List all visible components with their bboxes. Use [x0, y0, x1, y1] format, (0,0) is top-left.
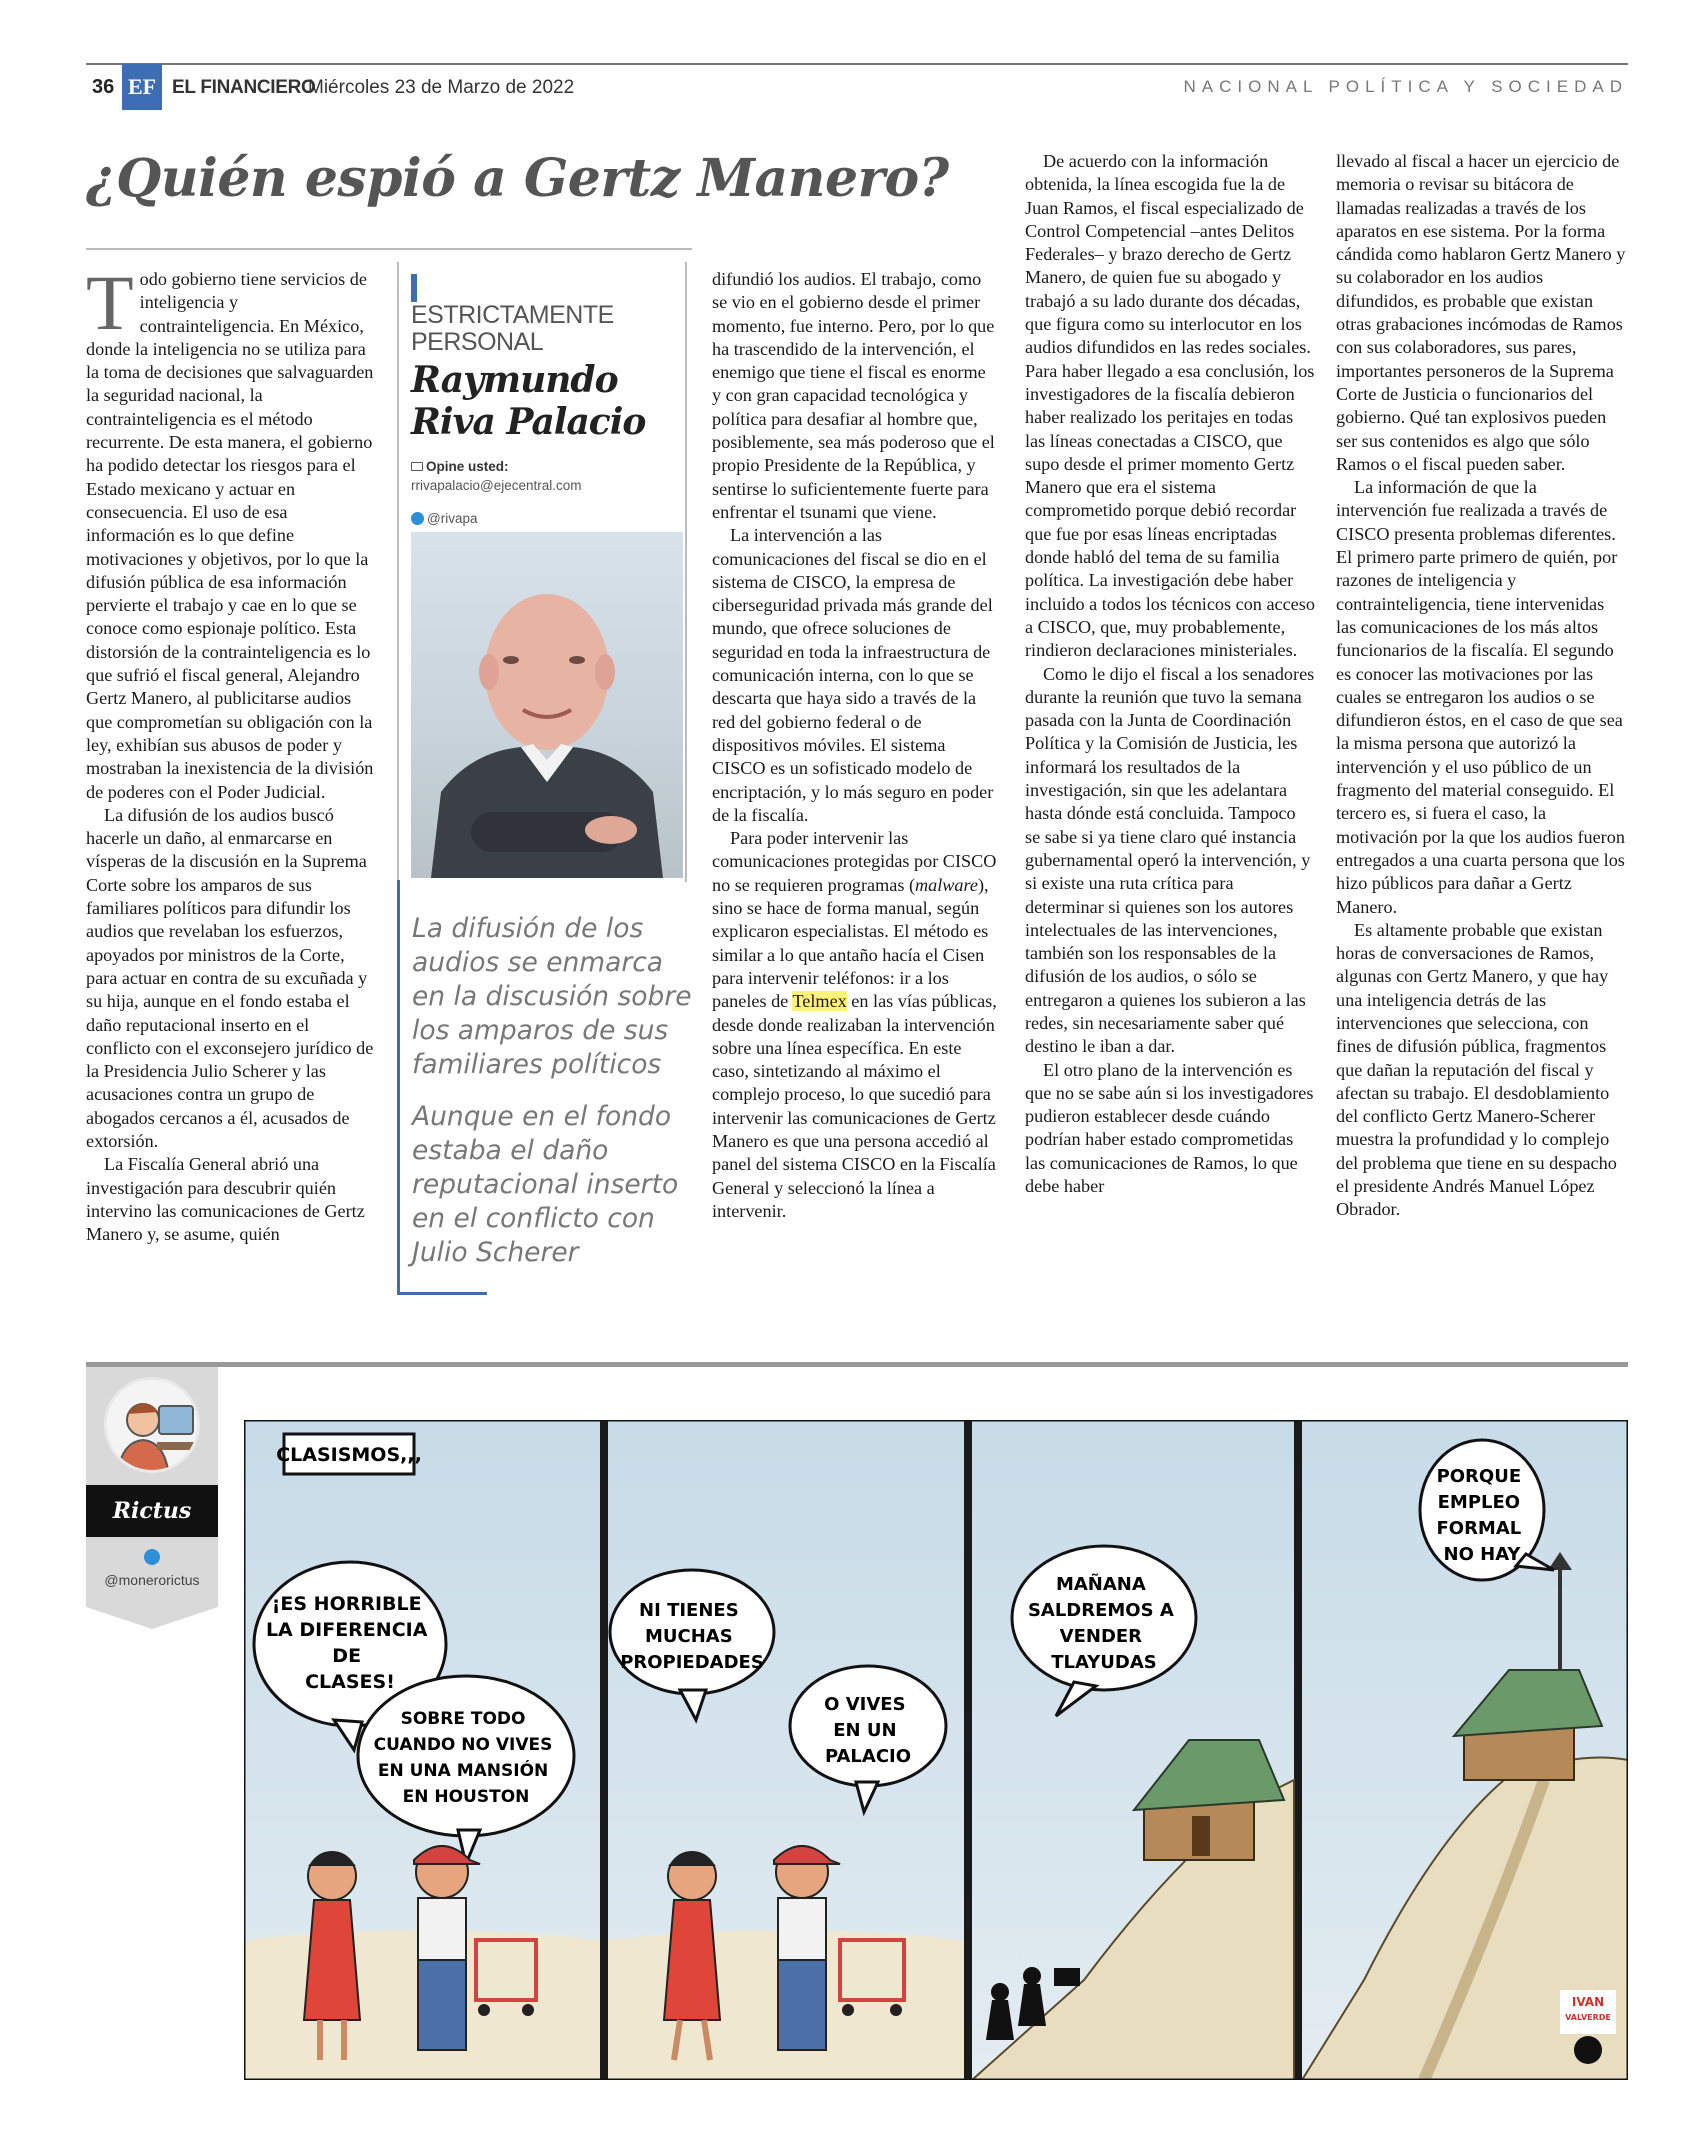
paragraph: Es altamente probable que existan horas de conversaciones de Ramos, algunas con Gertz Manero, y que hay una inteligencia detrás de las intervenciones que selecciona, con fines de difusión pública, fragmentos que dañan la reputación del fiscal y afectan su trabajo. El desdoblamiento del conflicto Gertz Manero-Scherer muestra la profundidad y lo complejo del problema que tiene en su despacho el presidente Andrés Manuel López Obrador.	[1336, 919, 1617, 1220]
issue-date: Miércoles 23 de Marzo de 2022	[308, 77, 575, 98]
cartoon-illustration	[244, 1420, 1628, 2080]
cartoonist-avatar	[104, 1377, 200, 1473]
pullquote-1: La difusión de los audios se enmarca en la discusión sobre los amparos de sus familiares políticos	[412, 913, 692, 1080]
svg-text:IVAN: IVAN	[1571, 1995, 1605, 2009]
author-twitter[interactable]: @rivapa	[427, 511, 478, 526]
speech-bubble-2	[358, 1676, 574, 1836]
author-contact: Opine usted: rrivapalacio@ejecentral.com @rivapa	[411, 459, 582, 526]
twitter-icon	[144, 1549, 163, 1568]
article-headline: ¿Quién espió a Gertz Manero?	[86, 148, 949, 209]
paragraph: Para poder intervenir las comunicaciones protegidas por CISCO no se requieren programas (malware), sino se hace de forma manual, según explicaron especialistas. El método es similar a lo que antaño hacía el Cisen para intervenir teléfonos: ir a los paneles de Telmex en las vías públicas, desde donde realizaban la intervención sobre una línea específica. En este caso, sintetizando al máximo el complejo proceso, lo que sucedió para intervenir las comunicaciones de Gertz Manero es que una persona accedió al panel del sistema CISCO en la Fiscalía General y seleccionó la línea a intervenir.	[712, 828, 997, 1221]
paragraph: Como le dijo el fiscal a los senadores durante la reunión que tuvo la semana pasada con la Junta de Coordinación Política y la Comisión de Justicia, les informará los resultados de la investigación, sin que les adelantara hasta dónde está concluida. Tampoco se sabe si ya tiene claro qué instancia gubernamental operó la intervención, y si existe una ruta crítica para determinar si quienes son los autores intelectuales de las intervenciones, también son los responsables de la difusión de los audios, o sólo se entregaron a quienes los subieron a las redes, sin necesariamente saber qué destino le iban a dar.	[1025, 663, 1315, 1057]
ef-logo: EF	[122, 64, 162, 110]
author-accent-bar	[411, 274, 417, 302]
cartoonist-name: Rictus	[86, 1485, 218, 1537]
paragraph: De acuerdo con la información obtenida, la línea escogida fue la de Juan Ramos, el fiscal especializado de Control Competencial –antes Delitos Federales– y brazo derecho de Gertz Manero, de quien fue su abogado y trabajó a su lado durante dos décadas, que figura como su interlocutor en los audios difundidos en las redes sociales. Para haber llegado a esa conclusión, los investigadores de la fiscalía debieron haber realizado los peritajes en todas las líneas conectadas a CISCO, que supo desde el primer momento Gertz Manero que era el sistema comprometido porque debió recordar que fue por esas líneas encriptadas donde habló del tema de su familia política. La investigación debe haber incluido a todos los técnicos con acceso a CISCO, que, muy probablemente, rindieron declaraciones ministeriales.	[1025, 151, 1315, 661]
paragraph: La información de que la intervención fue realizada a través de CISCO presenta problemas diferentes. El primero parte primero de quién, por razones de inteligencia y contrainteligencia, tiene intervenidas las comunicaciones de los más altos funcionarios de la fiscalía. El segundo es conocer las motivaciones por las cuales se entregaron los audios o se difundieron éstos, en el caso de que sea la misma persona que autorizó la intervención y el uso público de un fragmento del material conseguido. El tercero es, si fuera el caso, la motivación por la que los audios fueron entregados a una cuarta persona que los hizo públicos para dañar a Gertz Manero.	[1336, 477, 1625, 917]
comment-icon	[411, 462, 423, 471]
svg-text:SOBRE TODO CUANDO NO VIV: SOBRE TODO CUANDO NO VIVES EN UNA MANSIÓN EN HOUSTON	[373, 1709, 553, 1807]
section-name: NACIONAL POLÍTICA Y SOCIEDAD	[1183, 77, 1628, 96]
article-column-1	[86, 259, 376, 1246]
cartoonist-handle[interactable]: @monerorictus	[104, 1572, 200, 1588]
author-name: Raymundo Riva Palacio	[411, 359, 646, 443]
pullquote-2: Aunque en el fondo estaba el daño reputacional inserto en el conflicto con Julio Scherer	[412, 1101, 679, 1268]
newspaper-brand: EL FINANCIERO	[172, 77, 316, 98]
cartoon-title: CLASISMOS,,,	[276, 1444, 422, 1466]
highlighted-word: Telmex	[792, 991, 847, 1012]
page-header	[86, 71, 1628, 107]
paragraph: llevado al fiscal a hacer un ejercicio de memoria o revisar su bitácora de llamadas realizadas a través de los aparatos en ese sistema. Por la forma cándida como hablaron Gertz Manero y su colaborador en los audios difundidos, es probable que existan otras grabaciones incómodas de Ramos con sus colaboradores, sus pares, importantes personeros de la Suprema Corte de Justicia o funcionarios del gobierno. Qué tan explosivos pueden ser sus contenidos es algo que sólo Ramos o el fiscal pueden saber.	[1336, 151, 1626, 474]
svg-text:NI TIENES MUCHAS P: NI TIENES MUCHAS PROPIEDADES	[620, 1600, 764, 1673]
author-photo	[411, 532, 683, 878]
svg-text:VALVERDE: VALVERDE	[1565, 2013, 1611, 2022]
paragraph: Todo gobierno tiene servicios de inteligencia y contrainteligencia. En México, donde la inteligencia no se utiliza para la toma de decisiones que salvaguarden la seguridad nacional, la contrainteligencia es el método recurrente. De esta manera, el gobierno ha podido detectar los riesgos para el Estado mexicano y actuar en consecuencia. El uso de esa información es lo que define motivaciones y objetivos, por lo que la difusión pública de esa información pervierte el trabajo y cae en lo que se conoce como espionaje político. Esta distorsión de la contrainteligencia es lo que sufrió el fiscal general, Alejandro Gertz Manero, al publicitarse audios que comprometían su obligación con la ley, exhibían sus abusos de poder y mostraban la inexistencia de la división de poderes con el Poder Judicial.	[86, 259, 374, 802]
paragraph: La intervención a las comunicaciones del fiscal se dio en el sistema de CISCO, la empresa de ciberseguridad privada más grande del mundo, que ofrece soluciones de seguridad en toda la infraestructura de comunicación interna, con lo que se descarta que haya sido a través de la red del gobierno federal o de dispositivos móviles. El sistema CISCO es un sofisticado modelo de encriptación, y lo más seguro en poder de la fiscalía.	[712, 525, 994, 825]
author-box	[397, 262, 687, 882]
paragraph: La Fiscalía General abrió una investigación para descubrir quién intervino las comunicaciones de Gertz Manero y, se asume, quién	[86, 1154, 365, 1245]
paragraph: La difusión de los audios buscó hacerle un daño, al enmarcarse en vísperas de la discusión en la Suprema Corte sobre los amparos de sus familiares políticos para difundir los audios que revelaban los esfuerzos, apoyados por ministros de la Corte, para actuar en contra de su excuñada y su hija, aunque en el fondo estaba el daño reputacional inserto en el conflicto con el exconsejero jurídico de la Presidencia Julio Scherer y las acusaciones contra un grupo de abogados cercanos a él, acusados de extorsión.	[86, 804, 374, 1151]
svg-text:PORQUE EMPLEO FORM: PORQUE EMPLEO FORMAL NO HAY	[1436, 1466, 1522, 1565]
svg-text:MAÑANA SALDREMOS A: MAÑANA SALDREMOS A VENDER TLAYUDAS	[1027, 1574, 1174, 1673]
article-column-5	[1336, 150, 1628, 1222]
page-number: 36	[92, 76, 115, 98]
dropcap: T	[86, 259, 134, 346]
article-column-4	[1025, 150, 1315, 1198]
paragraph: difundió los audios. El trabajo, como se vio en el gobierno desde el primer momento, fue interno. Pero, por lo que ha trascendido de la intervención, el enemigo que tiene el fiscal es enorme y con gran capacidad tecnológica y política para desafiar al hombre que, posiblemente, sea más poderoso que el propio Presidente de la República, y sentirse lo suficientemente fuerte para enfrentar el tsunami que viene.	[712, 269, 995, 522]
cartoon-strip	[244, 1420, 1628, 2080]
author-email[interactable]: rrivapalacio@ejecentral.com	[411, 478, 582, 493]
twitter-icon	[411, 512, 424, 525]
author-portrait-illustration	[411, 532, 683, 878]
column-name: ESTRICTAMENTE PERSONAL	[411, 301, 614, 356]
svg-text:¡ES HORRIBLE LA DIFERENC: ¡ES HORRIBLE LA DIFERENCIA DE CLASES!	[265, 1593, 428, 1693]
cartoonist-badge	[86, 1367, 218, 1627]
paragraph: El otro plano de la intervención es que no se sabe aún si los investigadores pudieron establecer desde cuándo podrían haber estado comprometidas las comunicaciones de Ramos, lo que debe haber	[1025, 1059, 1314, 1197]
headline-rule	[86, 248, 692, 250]
svg-text:O VIVES EN UN PALA: O VIVES EN UN PALACIO	[824, 1694, 912, 1767]
header-top-rule	[86, 63, 1628, 65]
article-column-3	[712, 268, 997, 1223]
pullquote-bracket-foot	[397, 1292, 487, 1295]
cartoon-top-rule	[86, 1362, 1628, 1367]
